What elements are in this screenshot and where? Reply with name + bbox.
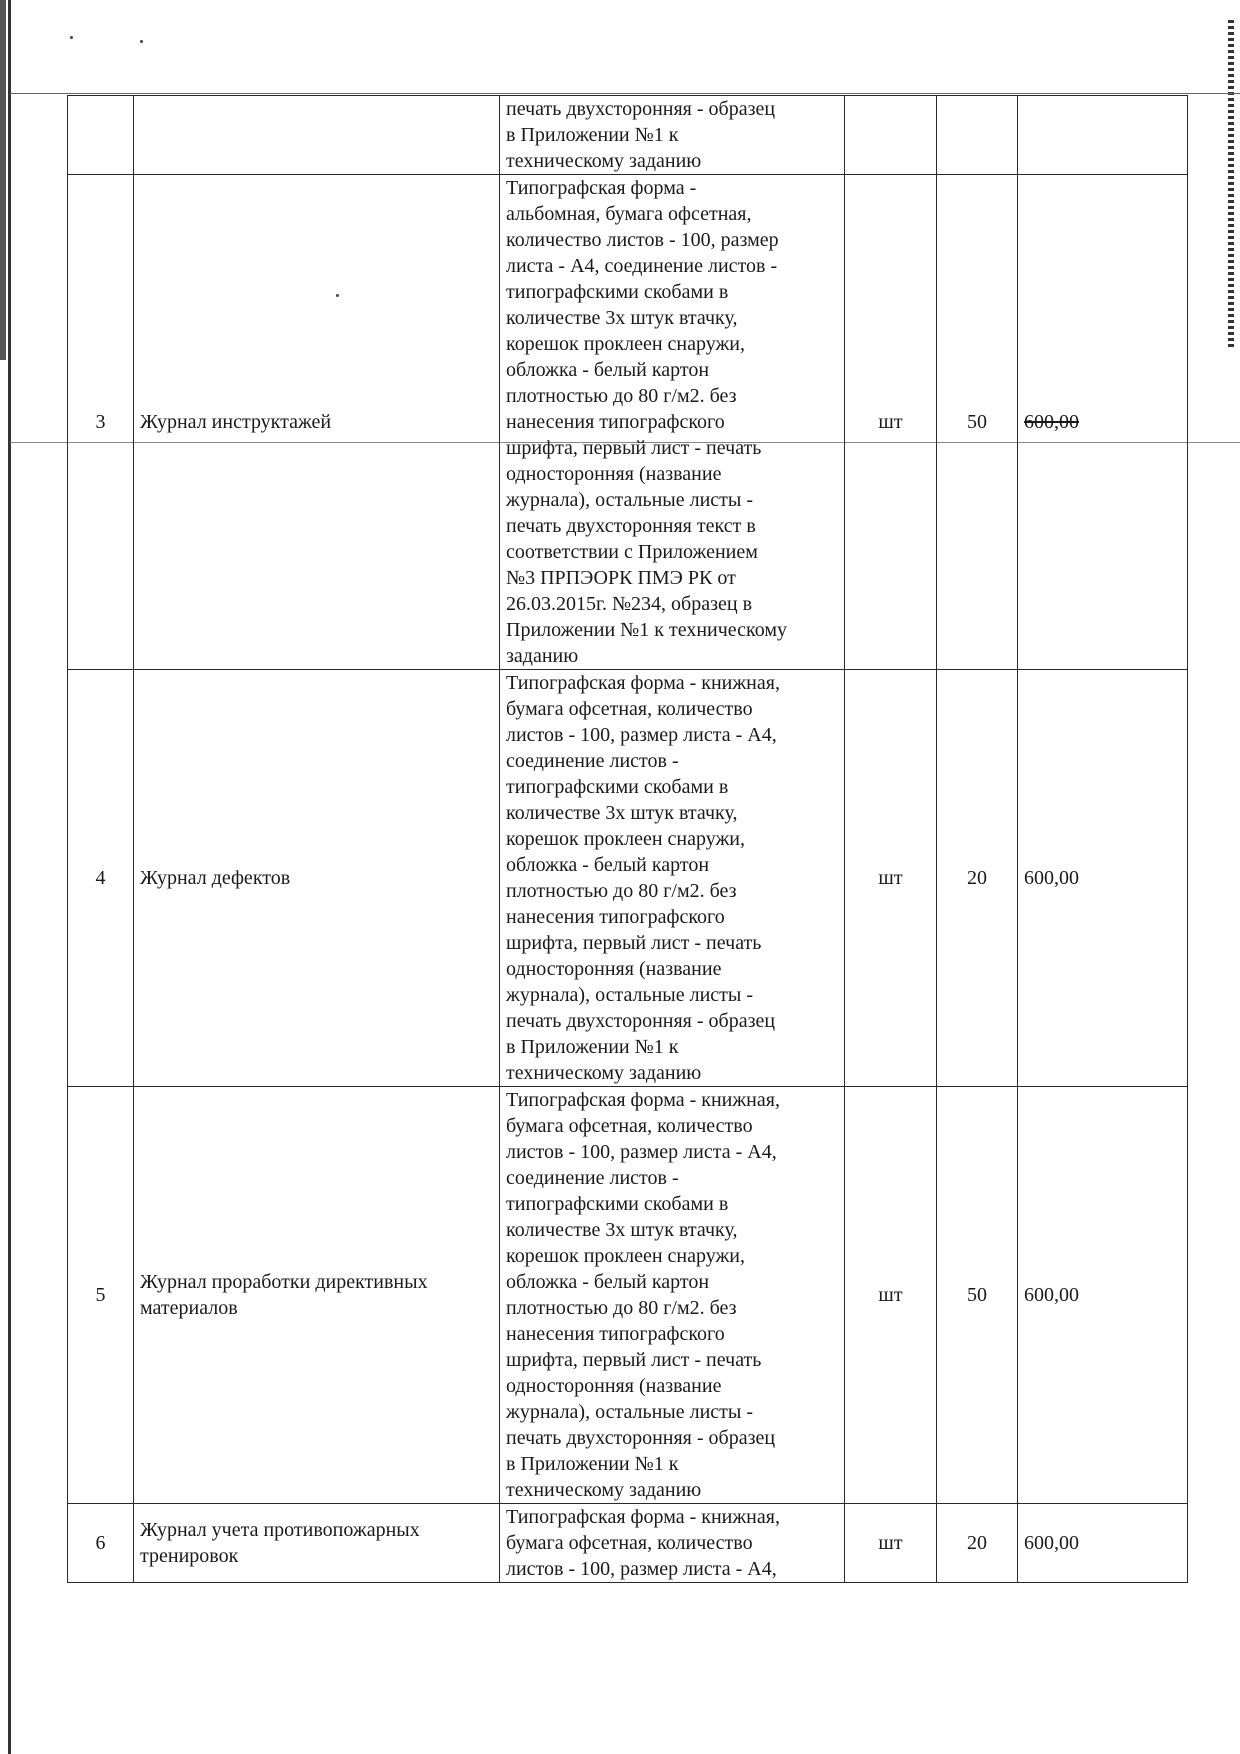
item-description	[500, 175, 845, 670]
description-line: журнала), остальные листы -	[506, 489, 754, 511]
item-unit: шт	[845, 175, 937, 670]
table-row	[68, 1087, 1188, 1504]
description-line: Типографская форма - книжная,	[506, 1089, 780, 1111]
table-row	[68, 175, 1188, 670]
row-number: 3	[68, 175, 134, 670]
item-quantity: 50	[937, 175, 1018, 670]
description-line: шрифта, первый лист - печать	[506, 437, 762, 459]
description-line: листов - 100, размер листа - А4,	[506, 1141, 777, 1163]
item-quantity: 20	[937, 1504, 1018, 1583]
description-line: листов - 100, размер листа - А4,	[506, 724, 777, 746]
item-description	[500, 670, 845, 1087]
scan-right-edge-barcode	[1228, 20, 1234, 350]
description-line: печать двухсторонняя - образец	[506, 1010, 776, 1032]
description-line: в Приложении №1 к	[506, 124, 679, 146]
description-line: техническому заданию	[506, 150, 702, 172]
description-line: корешок проклеен снаружи,	[506, 333, 746, 355]
description-line: альбомная, бумага офсетная,	[506, 203, 752, 225]
item-name	[134, 96, 500, 175]
description-line: журнала), остальные листы -	[506, 984, 754, 1006]
description-line: типографскими скобами в	[506, 281, 729, 303]
row-number: 6	[68, 1504, 134, 1583]
description-line: шрифта, первый лист - печать	[506, 932, 762, 954]
item-unit: шт	[845, 1087, 937, 1504]
description-line: техническому заданию	[506, 1062, 702, 1084]
item-description	[500, 96, 845, 175]
item-price: 600,00	[1018, 670, 1188, 1087]
row-number: 4	[68, 670, 134, 1087]
item-quantity	[937, 96, 1018, 175]
description-line: листа - А4, соединение листов -	[506, 255, 778, 277]
item-description	[500, 1087, 845, 1504]
item-unit: шт	[845, 670, 937, 1087]
description-line: Приложении №1 к техническому	[506, 619, 788, 641]
row-number	[68, 96, 134, 175]
description-line: количество листов - 100, размер	[506, 229, 779, 251]
description-line: соответствии с Приложением	[506, 541, 758, 563]
item-name: Журнал учета противопожарных тренировок	[134, 1504, 500, 1583]
description-line: соединение листов -	[506, 750, 679, 772]
table-row	[68, 670, 1188, 1087]
description-line: печать двухсторонняя текст в	[506, 515, 756, 537]
description-line: шрифта, первый лист - печать	[506, 1349, 762, 1371]
description-line: плотностью до 80 г/м2. без	[506, 385, 737, 407]
description-line: нанесения типографского	[506, 1323, 725, 1345]
description-line: односторонняя (название	[506, 958, 722, 980]
scan-speck	[70, 36, 73, 39]
table-row	[68, 1504, 1188, 1583]
description-line: корешок проклеен снаружи,	[506, 828, 746, 850]
scan-top-line	[10, 93, 1240, 94]
description-line: типографскими скобами в	[506, 776, 729, 798]
item-price: 600,00	[1018, 175, 1188, 670]
description-line: односторонняя (название	[506, 1375, 722, 1397]
description-line: бумага офсетная, количество	[506, 698, 753, 720]
description-line: плотностью до 80 г/м2. без	[506, 1297, 737, 1319]
description-line: количестве 3х штук втачку,	[506, 802, 738, 824]
description-line: журнала), остальные листы -	[506, 1401, 754, 1423]
scan-left-edge-segment	[0, 0, 6, 360]
scan-speck	[140, 40, 143, 43]
description-line: корешок проклеен снаружи,	[506, 1245, 746, 1267]
scan-left-edge	[8, 0, 11, 1754]
description-line: №3 ПРПЭОРК ПМЭ РК от	[506, 567, 736, 589]
item-price: 600,00	[1018, 1087, 1188, 1504]
description-line: соединение листов -	[506, 1167, 679, 1189]
description-line: печать двухсторонняя - образец	[506, 98, 776, 120]
description-line: техническому заданию	[506, 1479, 702, 1501]
description-line: в Приложении №1 к	[506, 1036, 679, 1058]
specification-table	[67, 95, 1188, 1583]
description-line: нанесения типографского	[506, 411, 725, 433]
item-price: 600,00	[1018, 1504, 1188, 1583]
description-line: печать двухсторонняя - образец	[506, 1427, 776, 1449]
item-name: Журнал инструктажей	[134, 175, 500, 670]
item-description	[500, 1504, 845, 1583]
item-unit	[845, 96, 937, 175]
description-line: нанесения типографского	[506, 906, 725, 928]
description-line: бумага офсетная, количество	[506, 1532, 753, 1554]
item-name: Журнал проработки директивных материалов	[134, 1087, 500, 1504]
description-line: в Приложении №1 к	[506, 1453, 679, 1475]
table-row	[68, 96, 1188, 175]
description-line: количестве 3х штук втачку,	[506, 1219, 738, 1241]
description-line: обложка - белый картон	[506, 359, 710, 381]
description-line: Типографская форма -	[506, 177, 697, 199]
item-price	[1018, 96, 1188, 175]
item-quantity: 50	[937, 1087, 1018, 1504]
description-line: типографскими скобами в	[506, 1193, 729, 1215]
description-line: бумага офсетная, количество	[506, 1115, 753, 1137]
description-line: Типографская форма - книжная,	[506, 1506, 780, 1528]
item-unit: шт	[845, 1504, 937, 1583]
description-line: листов - 100, размер листа - А4,	[506, 1558, 777, 1580]
description-line: заданию	[506, 645, 579, 667]
item-quantity: 20	[937, 670, 1018, 1087]
description-line: односторонняя (название	[506, 463, 722, 485]
description-line: Типографская форма - книжная,	[506, 672, 780, 694]
item-name: Журнал дефектов	[134, 670, 500, 1087]
row-number: 5	[68, 1087, 134, 1504]
description-line: плотностью до 80 г/м2. без	[506, 880, 737, 902]
description-line: 26.03.2015г. №234, образец в	[506, 593, 753, 615]
description-line: обложка - белый картон	[506, 1271, 710, 1293]
description-line: количестве 3х штук втачку,	[506, 307, 738, 329]
description-line: обложка - белый картон	[506, 854, 710, 876]
